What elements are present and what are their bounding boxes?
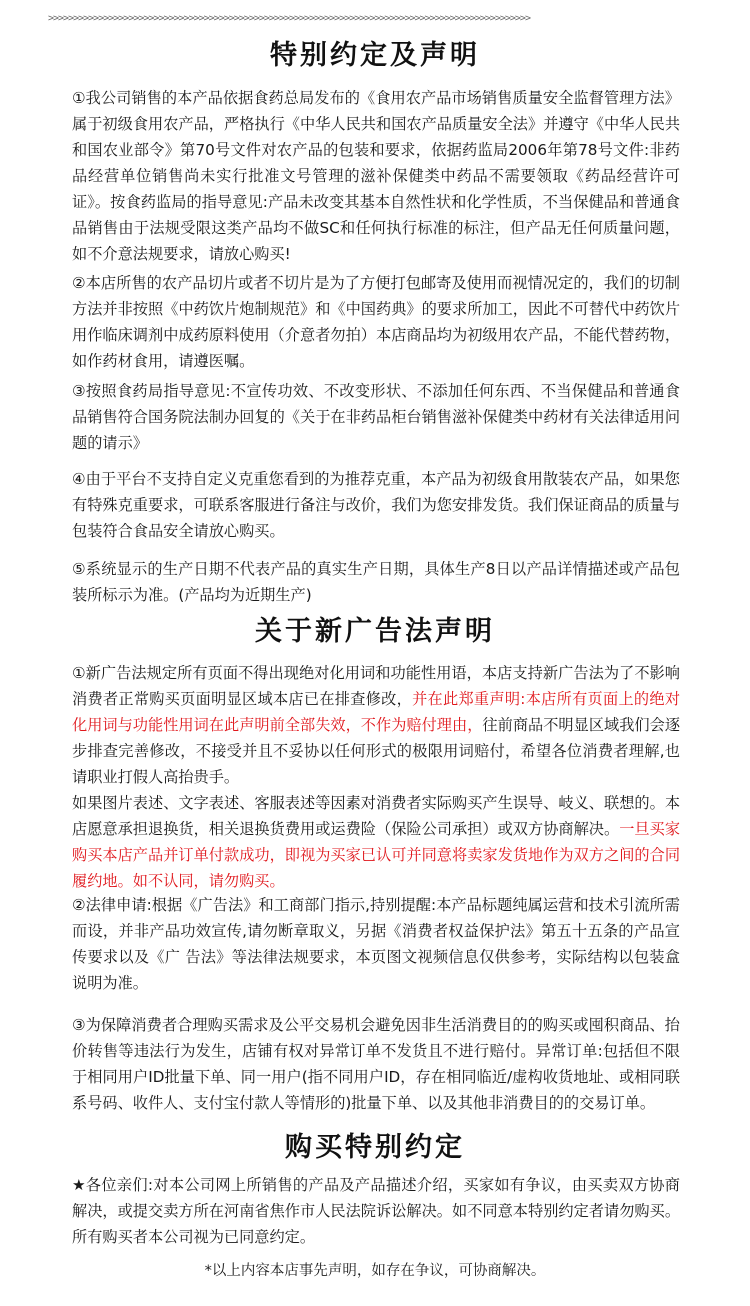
ad-law-red-contract-place: 一旦买家购买本店产品并订单付款成功，即视为买家已认可并同意将卖家发货地作为双方之间的合同履约地。如不认同，请勿购买。 <box>72 820 681 890</box>
ad-law-text-a: ①新广告法规定所有页面不得出现绝对化用词和功能性用语，本店支持新广告法为了不影响消费者正常购买页面明显区域本店已在排查修改， <box>72 664 680 708</box>
paragraph-purchase-agreement: ★各位亲们:对本公司网上所销售的产品及产品描述介绍，买家如有争议，由买卖双方协商解决，或提交卖方所在河南省焦作市人民法院诉讼解决。如不同意本特别约定者请勿购买。所有购买者本公司视为已同意约定。 <box>72 1176 680 1246</box>
ad-law-red-declaration: 并在此郑重声明:本店所有页面上的绝对化用词与功能性用词在此声明前全部失效，不作为赔付理由， <box>72 690 681 734</box>
paragraph-1-product-legal-basis: ①我公司销售的本产品依据食药总局发布的《食用农产品市场销售质量安全监督管理方法》属于初级食用农产品，严格执行《中华人民共和国农产品质量安全法》并遵守《中华人民共和国农业部令》第70号文件对农产品的包装和要求，依据药监局2006年第78号文件:非药品经营单位销售尚未实行批准文号管理的滋补保健类中药品不需要领取《药品经营许可证》。按食药监局的指导意见:产品未改变其基本自然性状和化学性质，不当保健品和普通食品销售由于法规受限这类产品均不做SC和任何执行标准的标注，但产品无任何质量问题，如不介意法规要求，请放心购买! <box>72 89 680 263</box>
paragraph-ad-law-1 <box>72 660 680 894</box>
ad-law-text-c: 如果图片表述、文字表述、客服表述等因素对消费者实际购买产生误导、岐义、联想的。本店愿意承担退换货，相关退换货费用或运费险（保险公司承担）或双方协商解决。 <box>72 794 680 838</box>
paragraph-ad-law-2: ②法律申请:根据《广告法》和工商部门指示,持别提醒:本产品标题纯属运营和技术引流所需而设，并非产品功效宣传,请勿断章取义，另据《消费者权益保护法》第五十五条的产品宣传要求以及《广 告法》等法律法规要求，本页图文视频信息仅供参考，实际结构以包装盒说明为准。 <box>72 896 680 992</box>
paragraph-4-weight-notice: ④由于平台不支持自定义克重您看到的为推荐克重，本产品为初级食用散装农产品，如果您有特殊克重要求，可联系客服进行备注与改价，我们为您安排发货。我们保证商品的质量与包装符合食品安全请放心购买。 <box>72 470 680 540</box>
ad-law-text-b: 往前商品不明显区域我们会逐步排查完善修改，不接受并且不妥协以任何形式的极限用词赔付，希望各位消费者理解,也请职业打假人高抬贵手。 <box>72 716 681 786</box>
section-title-advertising-law: 关于新广告法声明 <box>255 616 495 647</box>
paragraph-ad-law-3-abnormal-orders: ③为保障消费者合理购买需求及公平交易机会避免因非生活消费目的的购买或囤积商品、抬价转售等违法行为发生，店铺有权对异常订单不发货且不进行赔付。异常订单:包括但不限于相同用户ID批量下单、同一用户(指不同用户ID，存在相同临近/虚构收货地址、或相同联系号码、收件人、支付宝付款人等情形的)批量下单、以及其他非消费目的的交易订单。 <box>72 1016 680 1112</box>
section-title-special-agreement: 特别约定及声明 <box>270 40 480 71</box>
footnote-disclaimer: *以上内容本店事先声明，如存在争议，可协商解决。 <box>204 1263 546 1279</box>
paragraph-2-slicing-notice: ②本店所售的农产品切片或者不切片是为了方便打包邮寄及使用而视情况定的，我们的切制方法并非按照《中药饮片炮制规范》和《中国药典》的要求所加工，因此不可替代中药饮片用作临床调剂中成药原料使用（介意者勿拍）本店商品均为初级用农产品，不能代替药物，如作药材食用，请遵医嘱。 <box>72 274 680 370</box>
section-title-purchase-agreement: 购买特别约定 <box>285 1132 465 1163</box>
paragraph-3-fda-guidance: ③按照食药局指导意见:不宣传功效、不改变形状、不添加任何东西、不当保健品和普通食品销售符合国务院法制办回复的《关于在非药品柜台销售滋补保健类中药材有关法律适用问题的请示》 <box>72 382 680 452</box>
paragraph-5-production-date: ⑤系统显示的生产日期不代表产品的真实生产日期，具体生产8日以产品详情描述或产品包装所标示为准。(产品均为近期生产) <box>72 560 680 604</box>
decorative-chevron-border: >>>>>>>>>>>>>>>>>>>>>>>>>>>>>>>>>>>>>>>>>>>>>>>>>>>>>>>>>>>>>>>>>>>>>>>>>>>>>>>>>>>>>>>>>>>>>>>> <box>48 13 530 24</box>
